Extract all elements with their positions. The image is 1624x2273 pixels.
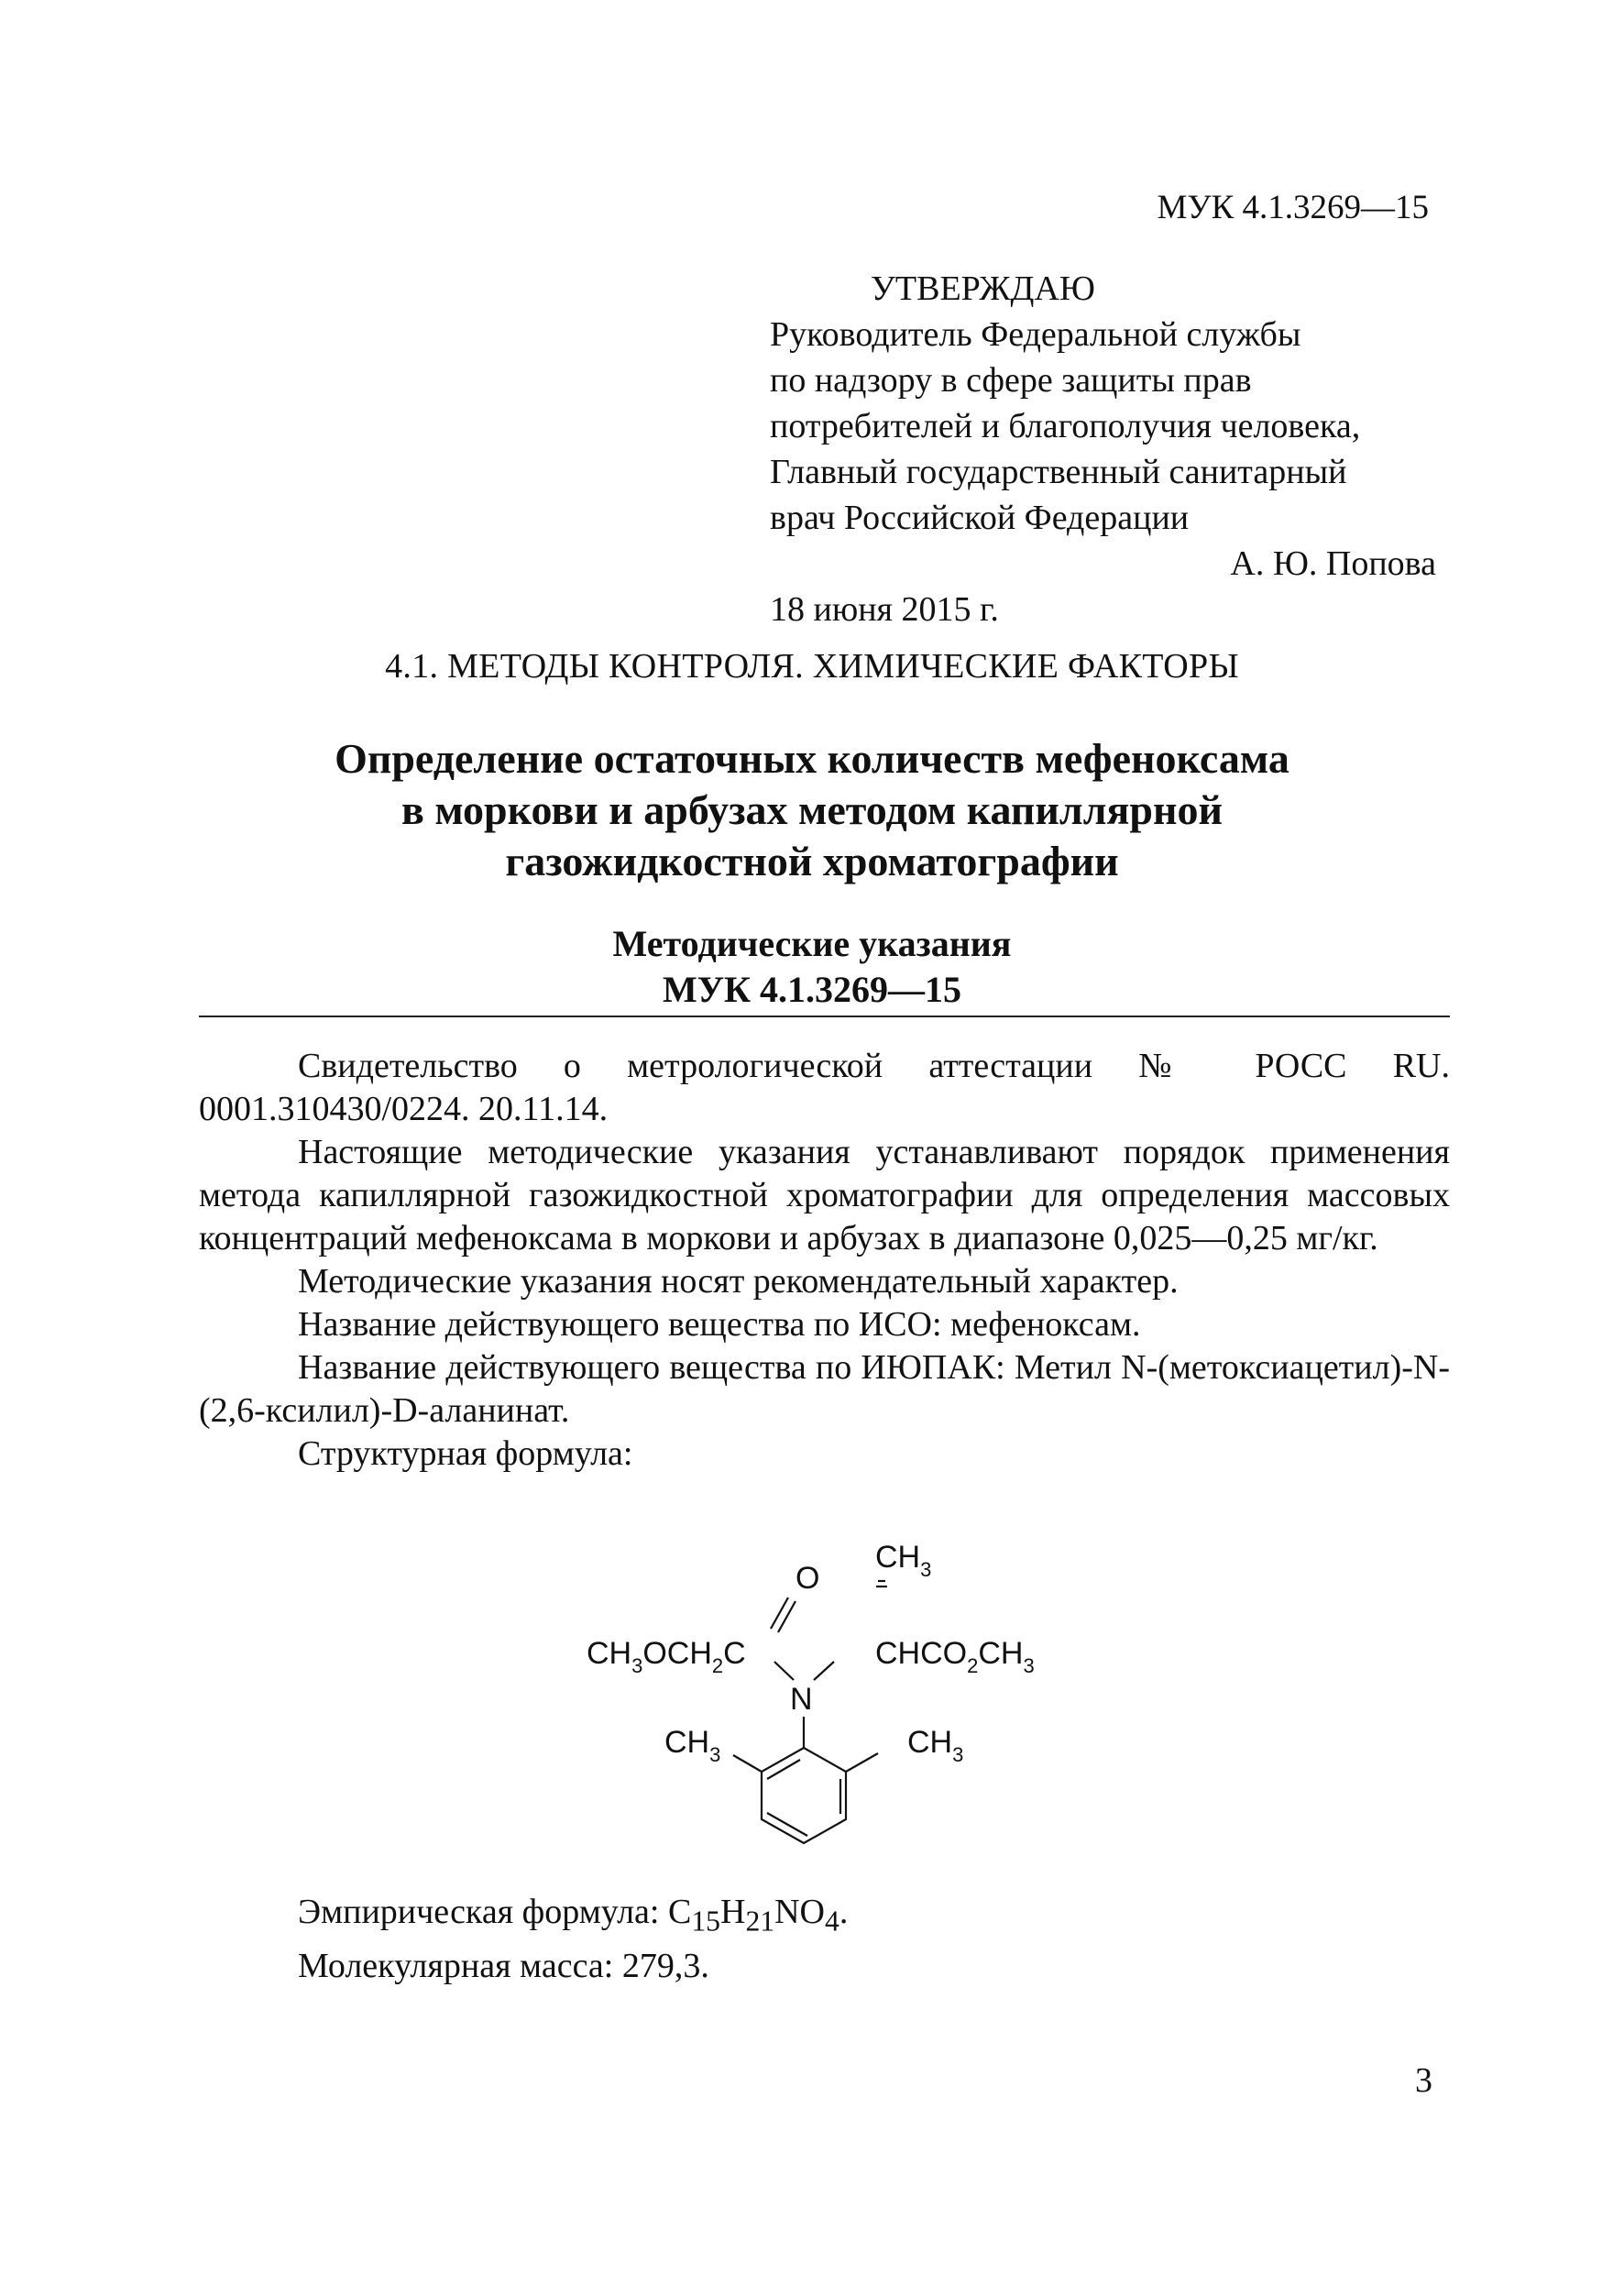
structural-formula [568,1526,1081,1865]
paragraph: Методические указания носят рекомендательный характер. [298,1262,1179,1301]
title-line: в моркови и арбузах методом капиллярной [401,786,1223,833]
formula-ring-ch3-right: $CH_3$ [907,1725,964,1766]
formula-ring-ch3-left: $CH_3$ [664,1725,721,1766]
page-number: 3 [1415,2061,1432,2100]
subtitle-line: Методические указания [612,923,1012,964]
title-line: газожидкостной хроматографии [505,838,1119,884]
document-subtitle [0,921,1624,1013]
approval-line: врач Российской Федерации [770,499,1190,537]
document-code: МУК 4.1.3269—15 [1157,189,1429,226]
molecular-mass: Молекулярная масса: 279,3. [298,1946,709,1985]
formula-left-group: $CH_3OCH_2C$ [587,1636,746,1677]
subtitle-line: МУК 4.1.3269—15 [662,969,962,1010]
formula-n-label: N [790,1682,813,1717]
document-title [0,733,1624,887]
approval-line: по надзору в сфере защиты прав [770,361,1252,400]
formula-info [298,1890,848,1988]
paragraph: Название действующего вещества по ИСО: мефеноксам. [298,1305,1141,1344]
section-heading: 4.1. МЕТОДЫ КОНТРОЛЯ. ХИМИЧЕСКИЕ ФАКТОРЫ [385,647,1239,686]
paragraph: Настоящие методические указания устанавливают порядок применения метода капиллярной газожидкостной хроматографии для определения массовых концентраций мефеноксама в моркови и арбузах в диапазоне 0,025—0,25 мг/кг. [199,1133,1450,1257]
title-line: Определение остаточных количеств мефеноксама [335,735,1289,782]
approval-line: Главный государственный санитарный [770,453,1347,491]
approval-heading: УТВЕРЖДАЮ [871,269,1095,308]
formula-ch3-top: $CH_3$ [875,1540,932,1581]
approval-line: Руководитель Федеральной службы [770,315,1301,354]
empirical-formula: Эмпирическая формула: $C_{15}H_{21}NO_4$. [298,1893,849,1938]
paragraph: Название действующего вещества по ИЮПАК: Метил N-(метоксиацетил)-N-(2,6-ксилил)-D-аланинат. [199,1348,1450,1430]
approval-date: 18 июня 2015 г. [770,590,999,629]
paragraph: Свидетельство о метрологической аттестации № РОСС RU. 0001.310430/0224. 20.11.14. [199,1047,1450,1128]
title-divider [199,1016,1450,1017]
approval-block [770,266,1448,632]
approval-signatory: А. Ю. Попова [1230,544,1436,583]
approval-line: потребителей и благополучия человека, [770,407,1361,445]
formula-right-group: $CHCO_2CH_3$ [875,1636,1035,1677]
body-text [199,1045,1450,1476]
paragraph: Структурная формула: [298,1434,633,1473]
formula-o-label: O [796,1561,820,1596]
